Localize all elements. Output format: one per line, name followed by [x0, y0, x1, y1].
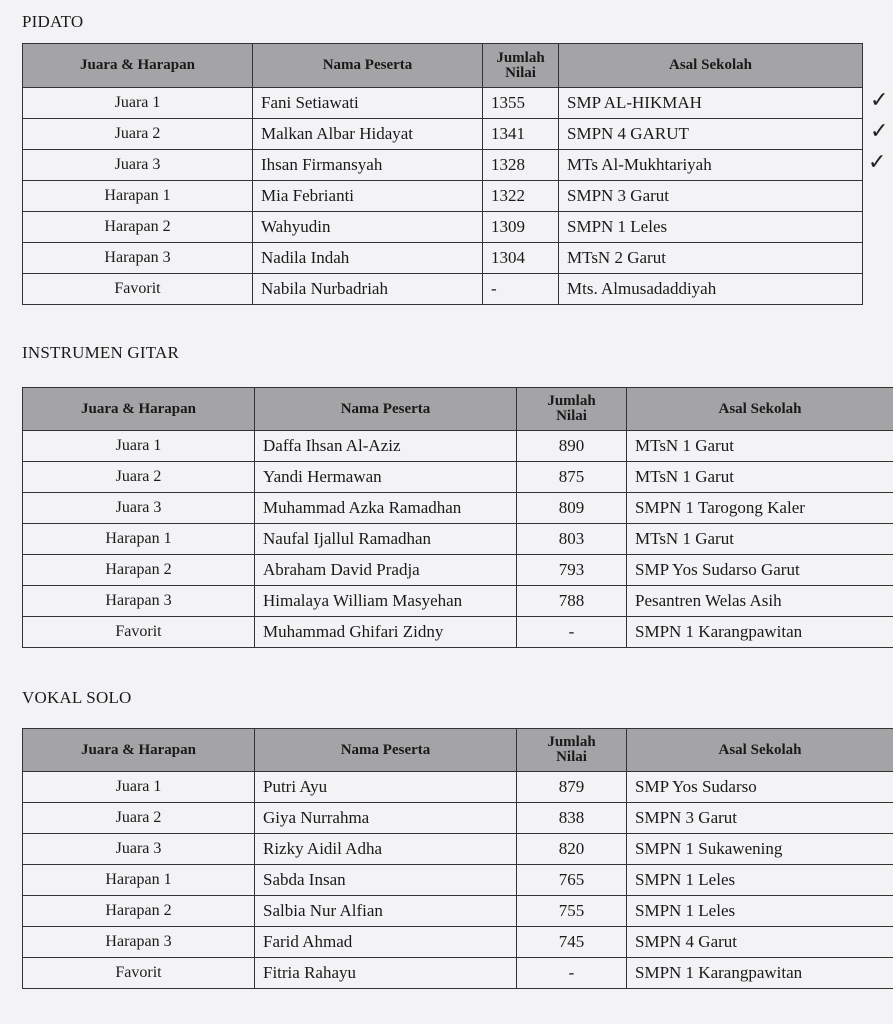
- table-row: [23, 958, 893, 989]
- school-cell: SMPN 1 Leles: [559, 212, 863, 243]
- table-row: [23, 927, 893, 958]
- results-table-vokal-solo: [22, 728, 893, 989]
- score-cell: -: [483, 274, 559, 305]
- header-school: Asal Sekolah: [559, 44, 863, 88]
- name-cell: Ihsan Firmansyah: [253, 150, 483, 181]
- rank-cell: Favorit: [23, 274, 253, 305]
- results-table-pidato: [22, 43, 863, 305]
- score-cell: 820: [517, 834, 627, 865]
- school-cell: MTsN 1 Garut: [627, 462, 893, 493]
- rank-cell: Juara 1: [23, 88, 253, 119]
- table-row: [23, 555, 893, 586]
- rank-cell: Harapan 1: [23, 524, 255, 555]
- rank-cell: Harapan 2: [23, 896, 255, 927]
- header-name: Nama Peserta: [255, 729, 517, 772]
- name-cell: Abraham David Pradja: [255, 555, 517, 586]
- checkmark-icon: ✓: [870, 88, 889, 113]
- rank-cell: Juara 1: [23, 431, 255, 462]
- score-cell: 755: [517, 896, 627, 927]
- rank-cell: Juara 2: [23, 462, 255, 493]
- rank-cell: Juara 2: [23, 803, 255, 834]
- header-score: Jumlah Nilai: [517, 388, 627, 431]
- school-cell: SMPN 1 Karangpawitan: [627, 958, 893, 989]
- score-cell: 765: [517, 865, 627, 896]
- table-row: [23, 772, 893, 803]
- school-cell: SMP Yos Sudarso Garut: [627, 555, 893, 586]
- rank-cell: Harapan 2: [23, 555, 255, 586]
- rank-cell: Harapan 2: [23, 212, 253, 243]
- name-cell: Nadila Indah: [253, 243, 483, 274]
- school-cell: MTs Al-Mukhtariyah: [559, 150, 863, 181]
- name-cell: Nabila Nurbadriah: [253, 274, 483, 305]
- table-row: [23, 803, 893, 834]
- name-cell: Naufal Ijallul Ramadhan: [255, 524, 517, 555]
- table-row: [23, 150, 863, 181]
- score-cell: 788: [517, 586, 627, 617]
- table-row: [23, 586, 893, 617]
- table-row: [23, 431, 893, 462]
- school-cell: SMPN 3 Garut: [627, 803, 893, 834]
- rank-cell: Harapan 3: [23, 243, 253, 274]
- school-cell: SMPN 1 Tarogong Kaler: [627, 493, 893, 524]
- school-cell: SMPN 1 Karangpawitan: [627, 617, 893, 648]
- table-row: [23, 119, 863, 150]
- score-cell: 745: [517, 927, 627, 958]
- score-cell: 1355: [483, 88, 559, 119]
- table-header-row: [23, 44, 863, 88]
- name-cell: Wahyudin: [253, 212, 483, 243]
- score-cell: 890: [517, 431, 627, 462]
- table-row: [23, 243, 863, 274]
- school-cell: Mts. Almusadaddiyah: [559, 274, 863, 305]
- rank-cell: Juara 3: [23, 834, 255, 865]
- school-cell: SMP Yos Sudarso: [627, 772, 893, 803]
- table-row: [23, 181, 863, 212]
- school-cell: Pesantren Welas Asih: [627, 586, 893, 617]
- table-row: [23, 617, 893, 648]
- school-cell: SMPN 3 Garut: [559, 181, 863, 212]
- score-cell: 793: [517, 555, 627, 586]
- header-rank: Juara & Harapan: [23, 729, 255, 772]
- score-cell: 838: [517, 803, 627, 834]
- table-row: [23, 834, 893, 865]
- rank-cell: Harapan 1: [23, 181, 253, 212]
- name-cell: Daffa Ihsan Al-Aziz: [255, 431, 517, 462]
- table-row: [23, 462, 893, 493]
- rank-cell: Harapan 3: [23, 927, 255, 958]
- name-cell: Giya Nurrahma: [255, 803, 517, 834]
- school-cell: SMPN 4 GARUT: [559, 119, 863, 150]
- section-title-vokal-solo: VOKAL SOLO: [22, 688, 132, 707]
- table-row: [23, 88, 863, 119]
- header-score: Jumlah Nilai: [517, 729, 627, 772]
- table-row: [23, 896, 893, 927]
- school-cell: SMPN 1 Leles: [627, 896, 893, 927]
- header-school: Asal Sekolah: [627, 729, 893, 772]
- score-cell: -: [517, 617, 627, 648]
- score-cell: 809: [517, 493, 627, 524]
- school-cell: SMP AL-HIKMAH: [559, 88, 863, 119]
- table-row: [23, 865, 893, 896]
- school-cell: SMPN 1 Leles: [627, 865, 893, 896]
- header-rank: Juara & Harapan: [23, 388, 255, 431]
- name-cell: Himalaya William Masyehan: [255, 586, 517, 617]
- results-table-instrumen-gitar: [22, 387, 893, 648]
- school-cell: SMPN 1 Sukawening: [627, 834, 893, 865]
- table-row: [23, 274, 863, 305]
- name-cell: Malkan Albar Hidayat: [253, 119, 483, 150]
- header-name: Nama Peserta: [255, 388, 517, 431]
- rank-cell: Harapan 3: [23, 586, 255, 617]
- score-cell: 1328: [483, 150, 559, 181]
- score-cell: 875: [517, 462, 627, 493]
- name-cell: Salbia Nur Alfian: [255, 896, 517, 927]
- table-row: [23, 212, 863, 243]
- school-cell: MTsN 1 Garut: [627, 431, 893, 462]
- table-header-row: [23, 729, 893, 772]
- school-cell: MTsN 1 Garut: [627, 524, 893, 555]
- header-rank: Juara & Harapan: [23, 44, 253, 88]
- rank-cell: Favorit: [23, 617, 255, 648]
- name-cell: Farid Ahmad: [255, 927, 517, 958]
- rank-cell: Juara 2: [23, 119, 253, 150]
- rank-cell: Harapan 1: [23, 865, 255, 896]
- score-cell: 1322: [483, 181, 559, 212]
- table-header-row: [23, 388, 893, 431]
- name-cell: Yandi Hermawan: [255, 462, 517, 493]
- section-title-pidato: PIDATO: [22, 12, 84, 31]
- rank-cell: Juara 1: [23, 772, 255, 803]
- name-cell: Muhammad Azka Ramadhan: [255, 493, 517, 524]
- header-score: Jumlah Nilai: [483, 44, 559, 88]
- score-cell: 803: [517, 524, 627, 555]
- name-cell: Putri Ayu: [255, 772, 517, 803]
- rank-cell: Juara 3: [23, 493, 255, 524]
- name-cell: Sabda Insan: [255, 865, 517, 896]
- name-cell: Rizky Aidil Adha: [255, 834, 517, 865]
- score-cell: 1309: [483, 212, 559, 243]
- score-cell: 1304: [483, 243, 559, 274]
- table-row: [23, 493, 893, 524]
- header-school: Asal Sekolah: [627, 388, 893, 431]
- school-cell: SMPN 4 Garut: [627, 927, 893, 958]
- table-row: [23, 524, 893, 555]
- name-cell: Fitria Rahayu: [255, 958, 517, 989]
- school-cell: MTsN 2 Garut: [559, 243, 863, 274]
- name-cell: Fani Setiawati: [253, 88, 483, 119]
- checkmark-icon: ✓: [870, 119, 889, 144]
- score-cell: 1341: [483, 119, 559, 150]
- section-title-instrumen-gitar: INSTRUMEN GITAR: [22, 343, 179, 362]
- rank-cell: Favorit: [23, 958, 255, 989]
- score-cell: -: [517, 958, 627, 989]
- checkmark-icon: ✓: [868, 150, 887, 175]
- name-cell: Muhammad Ghifari Zidny: [255, 617, 517, 648]
- name-cell: Mia Febrianti: [253, 181, 483, 212]
- rank-cell: Juara 3: [23, 150, 253, 181]
- header-name: Nama Peserta: [253, 44, 483, 88]
- score-cell: 879: [517, 772, 627, 803]
